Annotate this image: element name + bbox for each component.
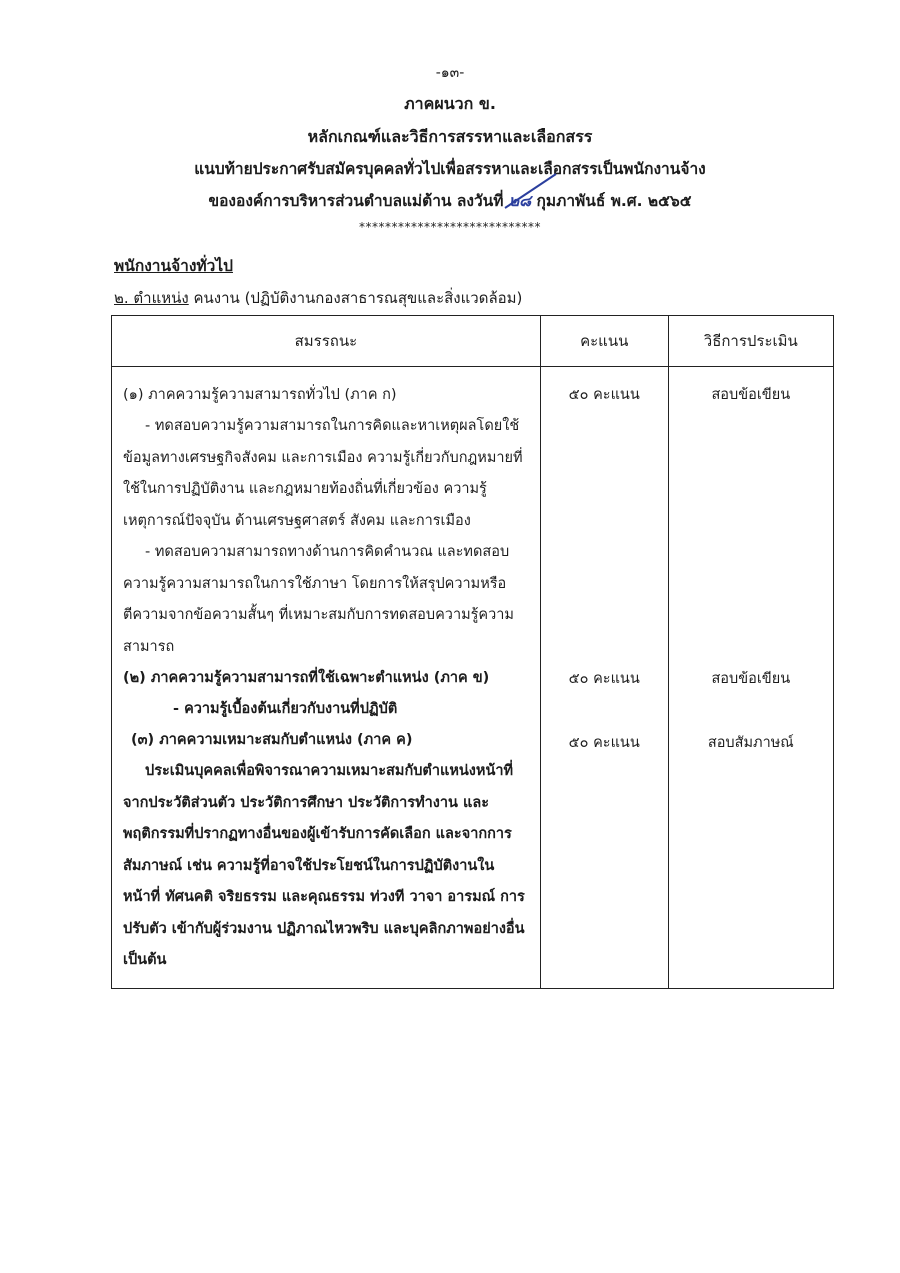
score-cell xyxy=(540,367,668,989)
position-line xyxy=(114,286,522,310)
page-number: -๑๓- xyxy=(435,65,465,81)
category-2-title: (๒) ภาคความรู้ความสามารถที่ใช้เฉพาะตำแหน่ง (ภาค ข) xyxy=(123,670,490,686)
category-2-item: - ความรู้เบื้องต้นเกี่ยวกับงานที่ปฏิบัติ xyxy=(173,701,398,717)
position-name: คนงาน (ปฏิบัติงานกองสาธารณสุขและสิ่งแวดล้อม) xyxy=(193,289,523,307)
table-header-row xyxy=(112,316,834,367)
header-score: คะแนน xyxy=(540,316,668,367)
header-method: วิธีการประเมิน xyxy=(668,316,833,367)
category-1-method: สอบข้อเขียน xyxy=(711,387,791,403)
category-2-method: สอบข้อเขียน xyxy=(711,671,791,687)
category-3-description: ประเมินบุคคลเพื่อพิจารณาความเหมาะสมกับตำแหน่งหน้าที่จากประวัติส่วนตัว ประวัติการศึกษา ประวัติการทำงาน และพฤติกรรมที่ปรากฏทางอื่นของผู้เข้ารับการคัดเลือก และจากการสัมภาษณ์ เช่น ความรู้ที่อาจใช้ประโยชน์ในการปฏิบัติงานในหน้าที่ ทัศนคติ จริยธรรม และคุณธรรม ท่วงที วาจา อารมณ์ การปรับตัว เข้ากับผู้ร่วมงาน ปฏิภาณไหวพริบ และบุคลิกภาพอย่างอื่น เป็นต้น xyxy=(123,763,525,968)
org-line-suffix: กุมภาพันธ์ พ.ศ. ๒๕๖๕ xyxy=(536,192,692,210)
competency-cell xyxy=(112,367,541,989)
method-cell xyxy=(668,367,833,989)
header-competency: สมรรถนะ xyxy=(112,316,541,367)
table-body-row xyxy=(112,367,834,989)
category-1-score: ๕๐ คะแนน xyxy=(568,387,640,403)
category-3-title: (๓) ภาคความเหมาะสมกับตำแหน่ง (ภาค ค) xyxy=(131,732,413,748)
category-1-title: (๑) ภาคความรู้ความสามารถทั่วไป (ภาค ก) xyxy=(123,387,397,403)
organization-date-line xyxy=(0,188,900,213)
competency-table xyxy=(111,315,834,989)
appendix-label: ภาคผนวก ข. xyxy=(404,94,496,113)
document-subtitle: แนบท้ายประกาศรับสมัครบุคคลทั่วไปเพื่อสรรหาและเลือกสรรเป็นพนักงานจ้าง xyxy=(194,160,706,178)
pen-stroke-mark xyxy=(500,172,560,212)
category-2-score: ๕๐ คะแนน xyxy=(568,671,640,687)
category-3-score: ๕๐ คะแนน xyxy=(568,735,640,751)
category-1-item-2: - ทดสอบความสามารถทางด้านการคิดคำนวณ และทดสอบความรู้ความสามารถในการใช้ภาษา โดยการให้สรุปความหรือตีความจากข้อความสั้นๆ ที่เหมาะสมกับการทดสอบความรู้ความสามารถ xyxy=(123,544,514,655)
separator-stars: **************************** xyxy=(359,220,541,234)
category-1-item-1: - ทดสอบความรู้ความสามารถในการคิดและหาเหตุผลโดยใช้ข้อมูลทางเศรษฐกิจสังคม และการเมือง ความรู้เกี่ยวกับกฎหมายที่ใช้ในการปฏิบัติงาน และกฎหมายท้องถิ่นที่เกี่ยวข้อง ความรู้เหตุการณ์ปัจจุบัน ด้านเศรษฐศาสตร์ สังคม และการเมือง xyxy=(123,418,523,529)
org-line-prefix: ขององค์การบริหารส่วนตำบลแม่ต้าน ลงวันที่ xyxy=(208,192,504,210)
document-title: หลักเกณฑ์และวิธีการสรรหาและเลือกสรร xyxy=(307,127,593,146)
handwritten-day: ๒๘ xyxy=(508,192,532,210)
category-3-method: สอบสัมภาษณ์ xyxy=(707,735,794,751)
section-title: พนักงานจ้างทั่วไป xyxy=(114,257,233,275)
position-label: ๒. ตำแหน่ง xyxy=(114,289,189,307)
